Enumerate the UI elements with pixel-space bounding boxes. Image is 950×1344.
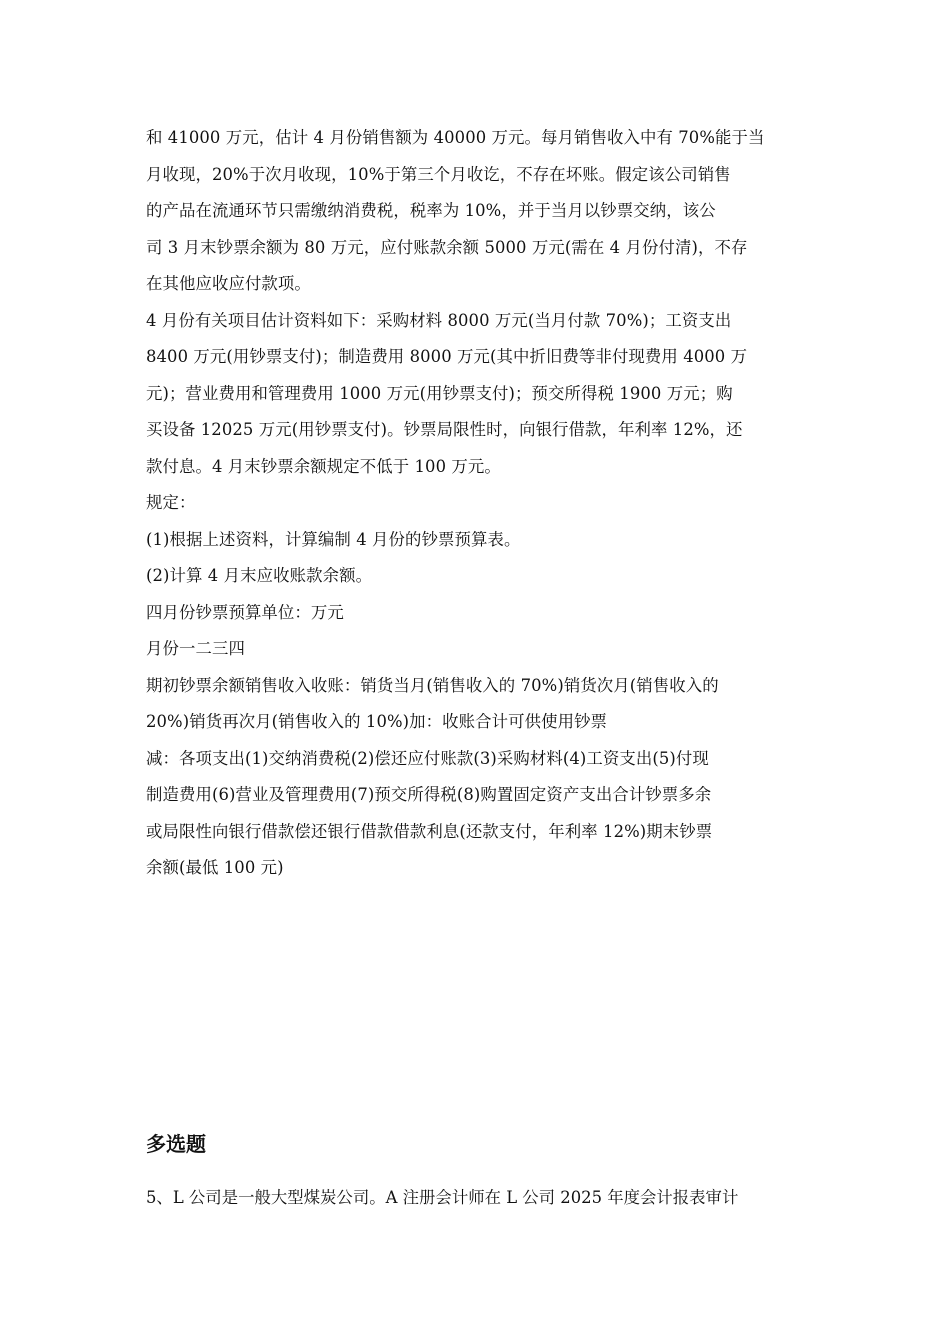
text-line: 款付息。4 月末钞票余额规定不低于 100 万元。: [146, 456, 501, 476]
text-line: 4 月份有关项目估计资料如下：采购材料 8000 万元(当月付款 70%)；工资支出: [146, 310, 732, 330]
text-line: 和 41000 万元，估计 4 月份销售额为 40000 万元。每月销售收入中有 70%能于当: [146, 128, 765, 147]
section-title-multiple-choice: 多选题: [146, 1132, 206, 1156]
table-rows-text: 余额(最低 100 元): [146, 858, 284, 877]
text-line: 8400 万元(用钞票支付)；制造费用 8000 万元(其中折旧费等非付现费用 4000 万: [146, 347, 748, 366]
text-line: 的产品在流通环节只需缴纳消费税，税率为 10%，并于当月以钞票交纳，该公: [146, 201, 716, 220]
table-caption: 四月份钞票预算单位：万元: [146, 602, 344, 622]
requirement-item-2: (2)计算 4 月末应收账款余额。: [146, 566, 373, 585]
text-line: 买设备 12025 万元(用钞票支付)。钞票局限性时，向银行借款，年利率 12%，还: [146, 420, 743, 439]
budget-problem-text: [146, 120, 810, 887]
table-rows-text: 或局限性向银行借款偿还银行借款借款利息(还款支付，年利率 12%)期末钞票: [146, 821, 713, 841]
table-rows-text: 减：各项支出(1)交纳消费税(2)偿还应付账款(3)采购材料(4)工资支出(5)付现: [146, 748, 709, 768]
question-5-text: 5、L 公司是一般大型煤炭公司。A 注册会计师在 L 公司 2025 年度会计报表审计: [146, 1188, 739, 1207]
requirement-item-1: (1)根据上述资料，计算编制 4 月份的钞票预算表。: [146, 529, 521, 549]
table-rows-text: 20%)销货再次月(销售收入的 10%)加：收账合计可供使用钞票: [146, 712, 608, 731]
requirement-heading: 规定：: [146, 493, 196, 512]
table-rows-text: 制造费用(6)营业及管理费用(7)预交所得税(8)购置固定资产支出合计钞票多余: [146, 785, 712, 804]
text-line: 司 3 月末钞票余额为 80 万元，应付账款余额 5000 万元(需在 4 月份付清)，不存: [146, 237, 748, 257]
text-line: 元)；营业费用和管理费用 1000 万元(用钞票支付)；预交所得税 1900 万元；购: [146, 383, 733, 403]
text-line: 在其他应收应付款项。: [146, 274, 311, 293]
table-header-months: 月份一二三四: [146, 639, 245, 658]
text-line: 月收现，20%于次月收现，10%于第三个月收讫，不存在坏账。假定该公司销售: [146, 164, 731, 184]
table-rows-text: 期初钞票余额销售收入收账：销货当月(销售收入的 70%)销货次月(销售收入的: [146, 675, 719, 695]
